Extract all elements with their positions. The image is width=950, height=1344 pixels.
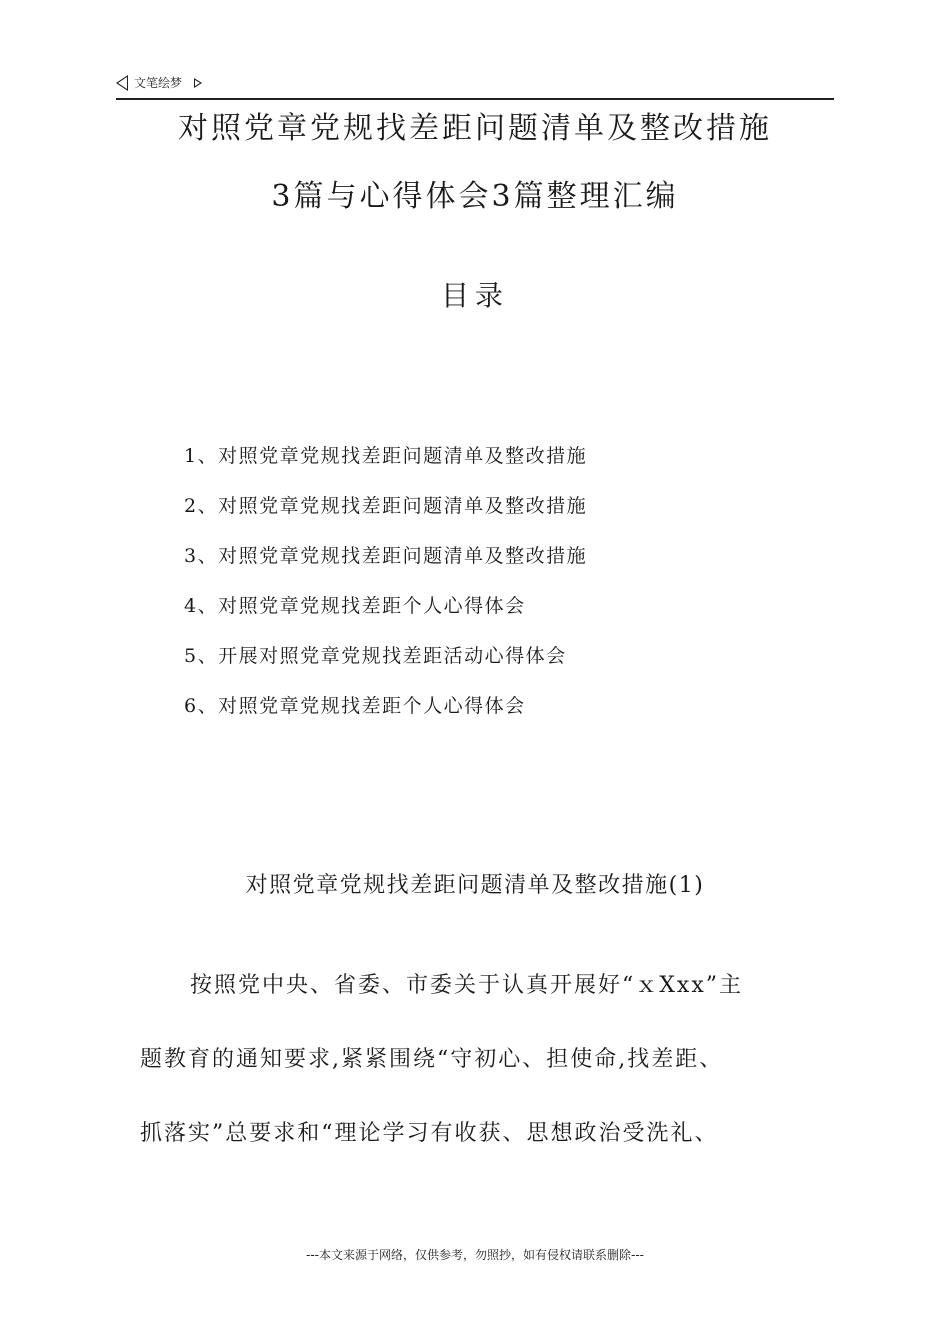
toc-heading: 目录: [440, 279, 509, 312]
section-title: 对照党章党规找差距问题清单及整改措施(1): [245, 873, 705, 898]
toc-item: 6、对照党章党规找差距个人心得体会: [184, 695, 526, 717]
triangle-right-icon: [194, 78, 202, 88]
document-title-line-2: 3篇与心得体会3篇整理汇编: [271, 179, 679, 214]
body-text-line: 抓落实”总要求和“理论学习有收获、思想政治受洗礼、: [140, 1121, 719, 1146]
toc-item: 5、开展对照党章党规找差距活动心得体会: [184, 645, 567, 667]
toc-item: 3、对照党章党规找差距问题清单及整改措施: [184, 545, 588, 567]
footer-disclaimer: ---本文来源于网络，仅供参考，勿照抄，如有侵权请联系删除---: [306, 1248, 644, 1262]
toc-item: 2、对照党章党规找差距问题清单及整改措施: [184, 495, 588, 517]
body-text-line: 题教育的通知要求,紧紧围绕“守初心、担使命,找差距、: [140, 1047, 724, 1072]
toc-item: 1、对照党章党规找差距问题清单及整改措施: [184, 445, 588, 467]
header-brand: [116, 74, 202, 91]
toc-list: [184, 443, 587, 743]
triangle-left-icon: [116, 75, 128, 91]
toc-item: 4、对照党章党规找差距个人心得体会: [184, 595, 526, 617]
brand-label: 文笔绘梦: [134, 76, 183, 90]
page-header: [116, 72, 834, 100]
document-title-line-1: 对照党章党规找差距问题清单及整改措施: [178, 111, 772, 146]
body-text-line: 按照党中央、省委、市委关于认真开展好“ｘXxx”主: [190, 973, 743, 998]
